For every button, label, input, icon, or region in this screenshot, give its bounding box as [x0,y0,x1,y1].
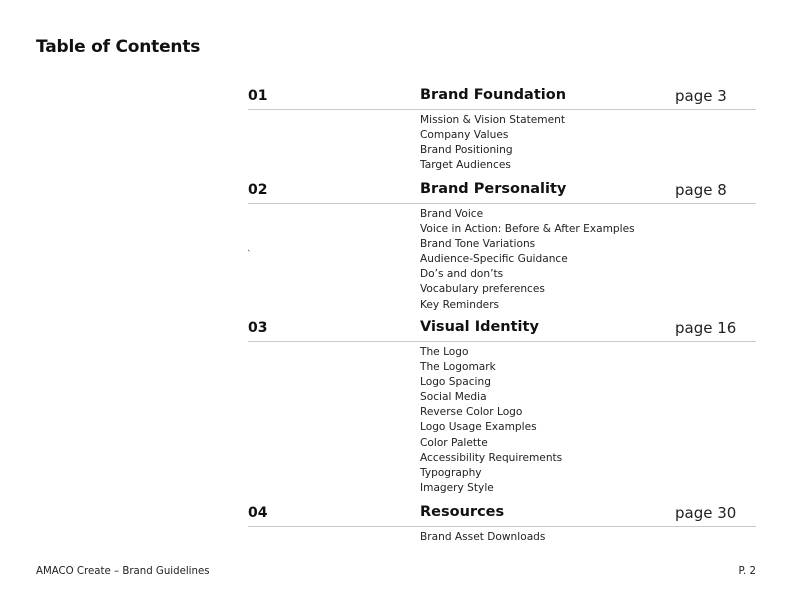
toc-item[interactable]: Accessibility Requirements [420,451,563,464]
toc-item[interactable]: Typography [420,466,482,479]
section-number: 01 [248,88,268,104]
toc-item[interactable]: Logo Spacing [420,376,491,389]
toc-item[interactable]: Key Reminders [420,298,500,311]
toc-item[interactable]: Logo Usage Examples [420,421,537,434]
page-title: Table of Contents [36,37,201,57]
section-page-ref[interactable]: page 8 [675,181,727,199]
section-item-list [420,113,565,173]
toc-item[interactable]: Mission & Vision Statement [420,114,565,126]
toc-section-resources [248,503,756,543]
footer-page-number: P. 2 [738,566,756,577]
toc-item[interactable]: Brand Tone Variations [420,238,536,251]
toc-item[interactable]: Voice in Action: Before & After Examples [420,223,635,236]
toc-item[interactable]: Vocabulary preferences [420,283,545,296]
footer-document-title: AMACO Create – Brand Guidelines [36,566,210,577]
section-header [248,503,756,527]
section-item-list [420,530,545,545]
section-number: 02 [248,182,268,198]
section-item-list [420,207,635,313]
toc-section-brand-personality [248,180,756,311]
section-item-list [420,345,562,496]
section-title[interactable]: Brand Foundation [420,87,567,103]
toc-item[interactable]: Do’s and don’ts [420,268,504,281]
section-header [248,86,756,110]
section-page-ref[interactable]: page 30 [675,504,737,522]
section-number: 03 [248,320,268,336]
toc-item[interactable]: The Logomark [420,361,496,374]
toc-item[interactable]: Company Values [420,129,509,142]
toc-item[interactable]: Imagery Style [420,481,494,494]
toc-item[interactable]: The Logo [420,346,469,358]
toc-item[interactable]: Social Media [420,391,487,404]
toc-item[interactable]: Target Audiences [420,159,511,172]
section-page-ref[interactable]: page 16 [675,319,737,337]
section-number: 04 [248,505,268,521]
toc-item[interactable]: Audience-Specific Guidance [420,253,568,266]
stray-backtick-mark: ` [247,250,252,260]
toc-item[interactable]: Reverse Color Logo [420,406,523,419]
section-title[interactable]: Brand Personality [420,181,567,197]
toc-section-brand-foundation [248,86,756,172]
toc-section-visual-identity [248,318,756,494]
toc-item[interactable]: Brand Asset Downloads [420,531,546,543]
section-header [248,318,756,342]
section-title[interactable]: Visual Identity [420,319,539,335]
section-header [248,180,756,204]
section-title[interactable]: Resources [420,504,505,520]
toc-item[interactable]: Brand Voice [420,208,484,220]
toc-item[interactable]: Color Palette [420,436,488,449]
toc-item[interactable]: Brand Positioning [420,144,513,157]
section-page-ref[interactable]: page 3 [675,87,727,105]
